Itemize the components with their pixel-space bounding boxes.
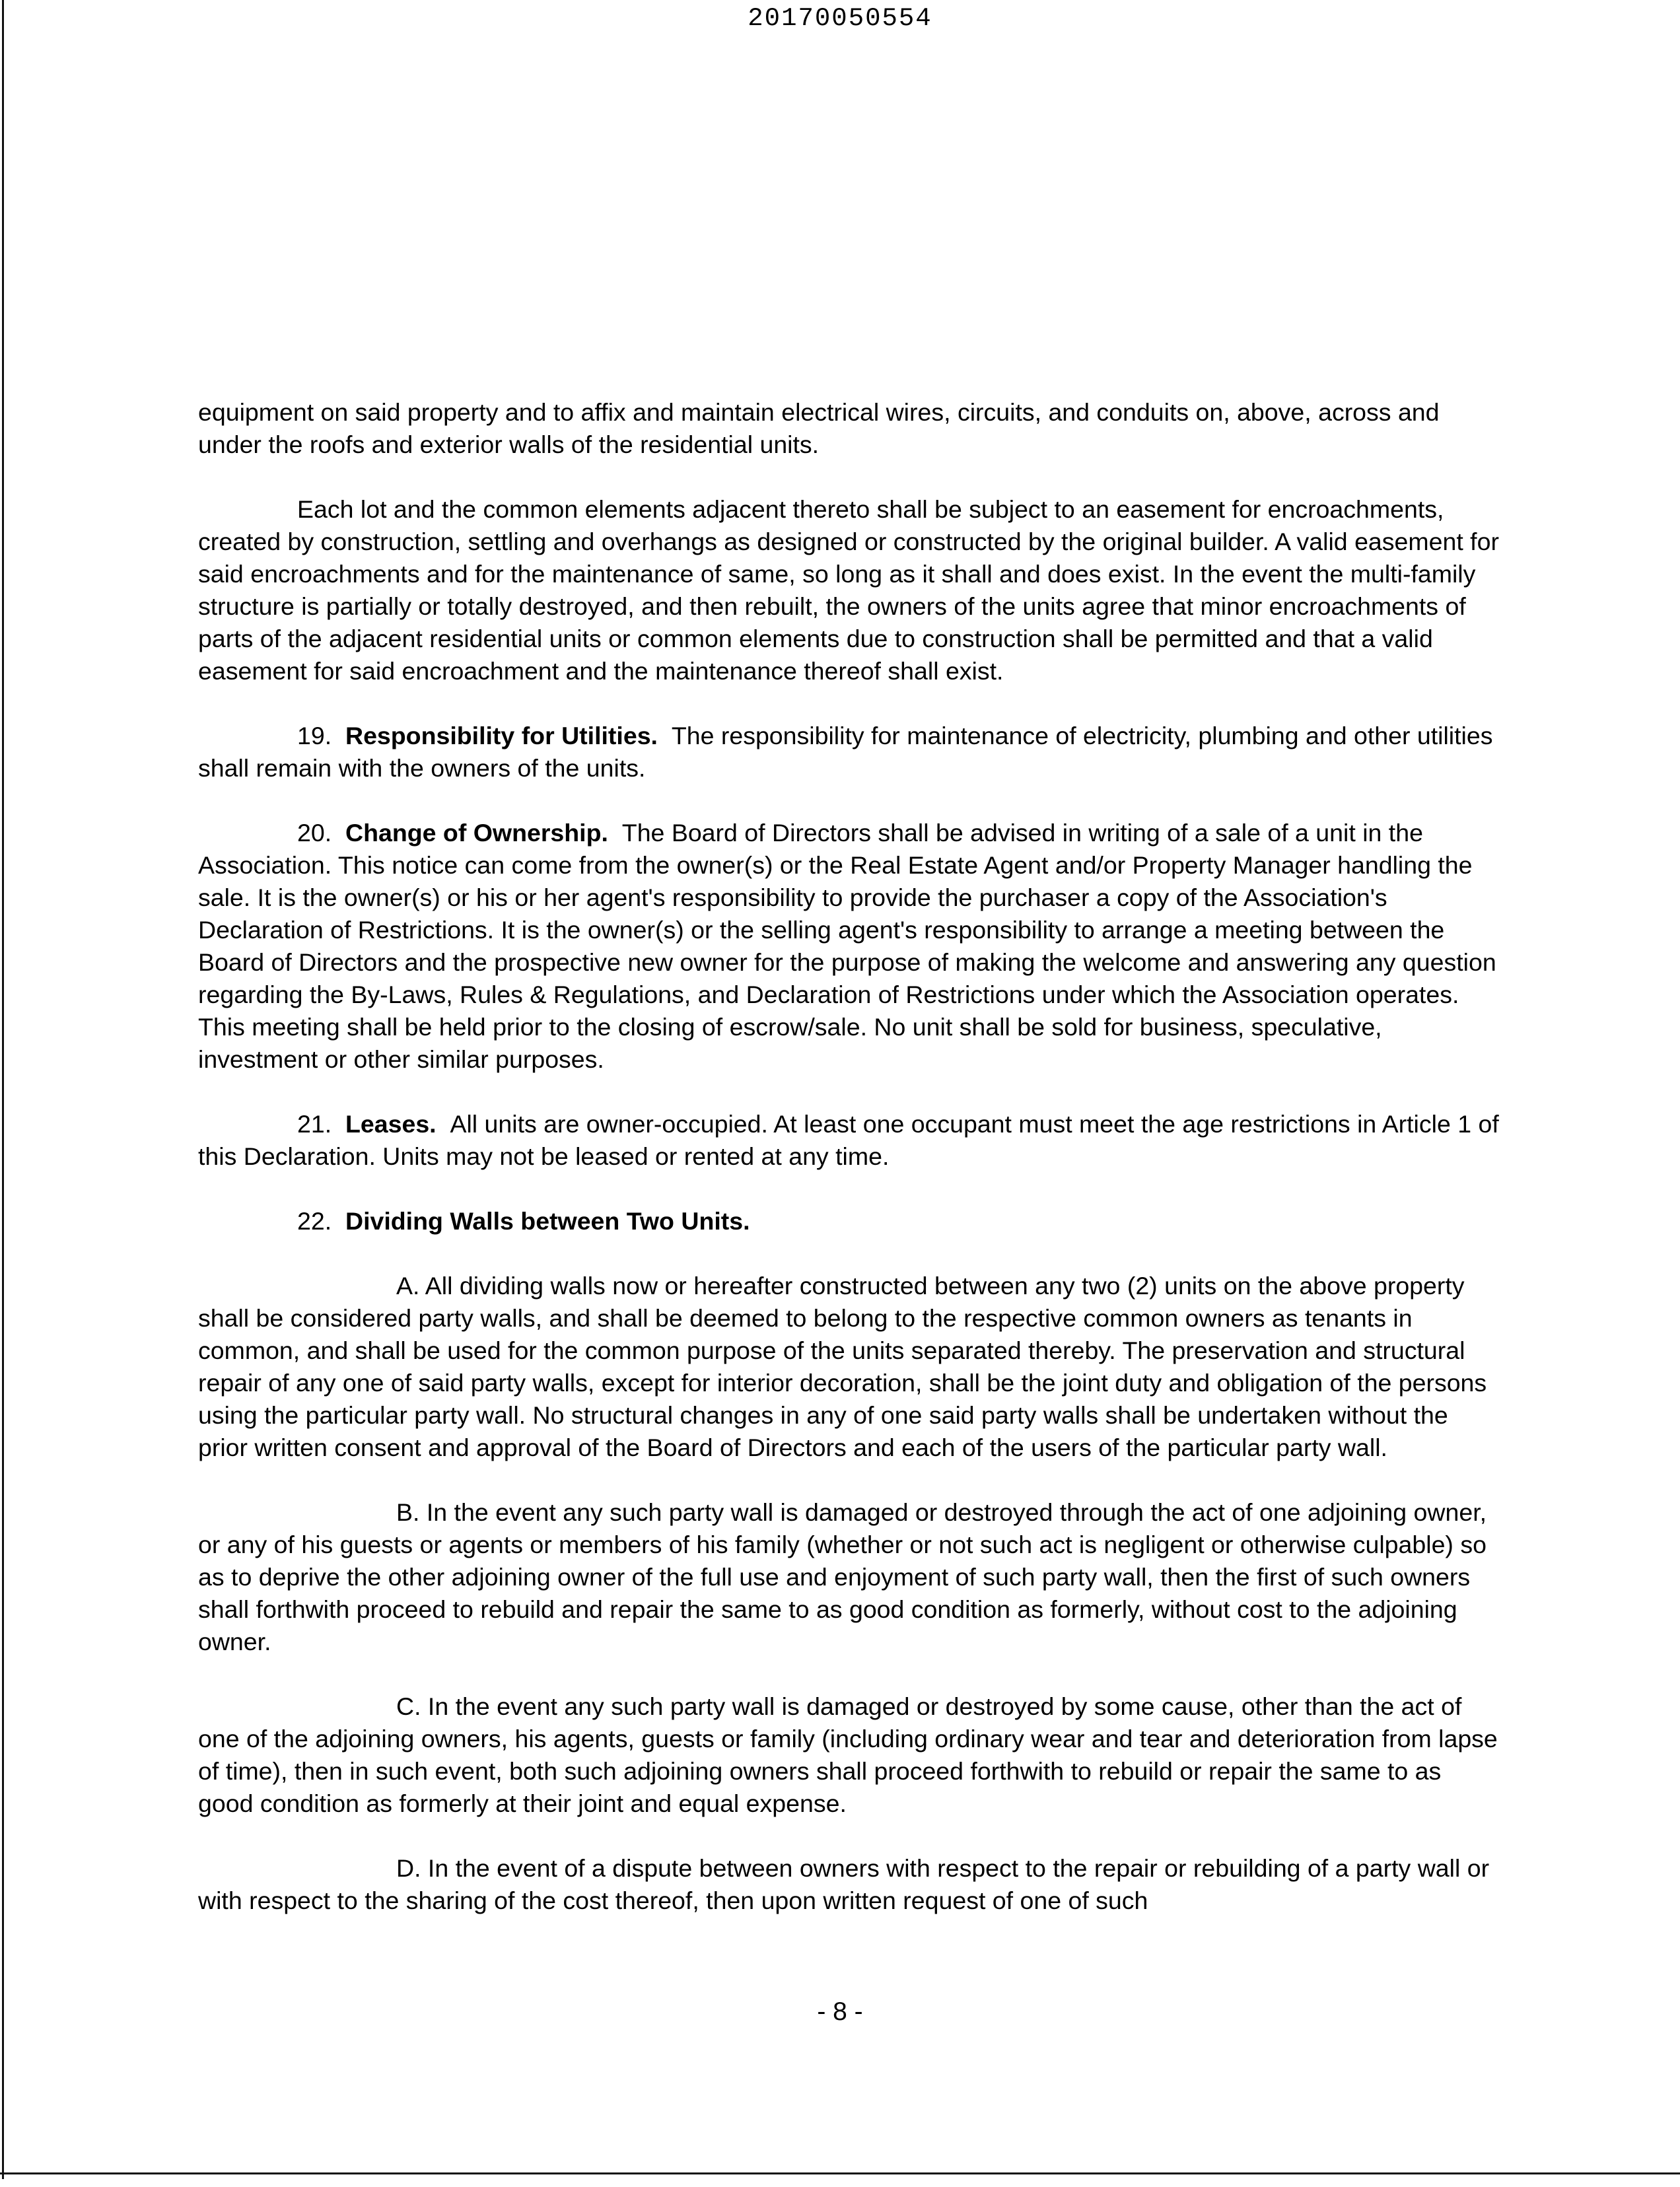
section-21 <box>198 1108 1499 1173</box>
subsection-22d: D. In the event of a dispute between owners with respect to the repair or rebuilding of a party wall or with respect to the sharing of the cost thereof, then upon written request of one of such <box>198 1854 1490 1914</box>
document-number: 20170050554 <box>748 4 932 33</box>
section-text: All units are owner-occupied. At least one occupant must meet the age restrictions in Article 1 of this Declaration. Units may not be leased or rented at any time. <box>198 1110 1499 1170</box>
section-22 <box>198 1205 1499 1237</box>
left-border-line <box>2 0 4 2179</box>
section-text: The Board of Directors shall be advised in writing of a sale of a unit in the Association. This notice can come from the owner(s) or the Real Estate Agent and/or Property Manager handling the sale. It is the owner(s) or his or her agent's responsibility to provide the purchaser a copy of the Association's Declaration of Restrictions. It is the owner(s) or the selling agent's responsibility to arrange a meeting between the Board of Directors and the prospective new owner for the purpose of making the welcome and answering any question regarding the By-Laws, Rules & Regulations, and Declaration of Restrictions under which the Association operates. This meeting shall be held prior to the closing of escrow/sale. No unit shall be sold for business, speculative, investment or other similar purposes. <box>198 819 1496 1073</box>
section-title: Change of Ownership. <box>345 819 608 847</box>
section-20 <box>198 817 1499 1076</box>
subsection-22b: B. In the event any such party wall is damaged or destroyed through the act of one adjoining owner, or any of his guests or agents or members of his family (whether or not such act is negligent or otherwise culpable) so as to deprive the other adjoining owner of the full use and enjoyment of such party wall, then the first of such owners shall forthwith proceed to rebuild and repair the same to as good condition as formerly, without cost to the adjoining owner. <box>198 1498 1487 1655</box>
section-number: 19. <box>297 722 332 749</box>
section-number: 21. <box>297 1110 332 1138</box>
subsection-22c: C. In the event any such party wall is damaged or destroyed by some cause, other than the act of one of the adjoining owners, his agents, guests or family (including ordinary wear and tear and deterioration from lapse of time), then in such event, both such adjoining owners shall proceed forthwith to rebuild or repair the same to as good condition as formerly at their joint and equal expense. <box>198 1692 1498 1817</box>
section-19 <box>198 720 1499 784</box>
document-body <box>198 396 1499 1949</box>
section-title: Dividing Walls between Two Units. <box>345 1207 750 1235</box>
section-text: The responsibility for maintenance of electricity, plumbing and other utilities shall remain with the owners of the units. <box>198 722 1493 782</box>
paragraph-continuation: equipment on said property and to affix and maintain electrical wires, circuits, and conduits on, above, across and under the roofs and exterior walls of the residential units. <box>198 398 1440 458</box>
section-number: 22. <box>297 1207 332 1235</box>
page-number: - 8 - <box>817 1997 863 2026</box>
section-title: Leases. <box>345 1110 437 1138</box>
section-title: Responsibility for Utilities. <box>345 722 658 749</box>
bottom-border-line <box>0 2172 1680 2174</box>
section-number: 20. <box>297 819 332 847</box>
subsection-22a: A. All dividing walls now or hereafter constructed between any two (2) units on the above property shall be considered party walls, and shall be deemed to belong to the respective common owners as tenants in common, and shall be used for the common purpose of the units separated thereby. The preservation and structural repair of any one of said party walls, except for interior decoration, shall be the joint duty and obligation of the persons using the particular party wall. No structural changes in any of one said party walls shall be undertaken without the prior written consent and approval of the Board of Directors and each of the users of the particular party wall. <box>198 1272 1487 1461</box>
paragraph-easement: Each lot and the common elements adjacent thereto shall be subject to an easement for encroachments, created by construction, settling and overhangs as designed or constructed by the original builder. A valid easement for said encroachments and for the maintenance of same, so long as it shall and does exist. In the event the multi-family structure is partially or totally destroyed, and then rebuilt, the owners of the units agree that minor encroachments of parts of the adjacent residential units or common elements due to construction shall be permitted and that a valid easement for said encroachment and the maintenance thereof shall exist. <box>198 495 1499 685</box>
